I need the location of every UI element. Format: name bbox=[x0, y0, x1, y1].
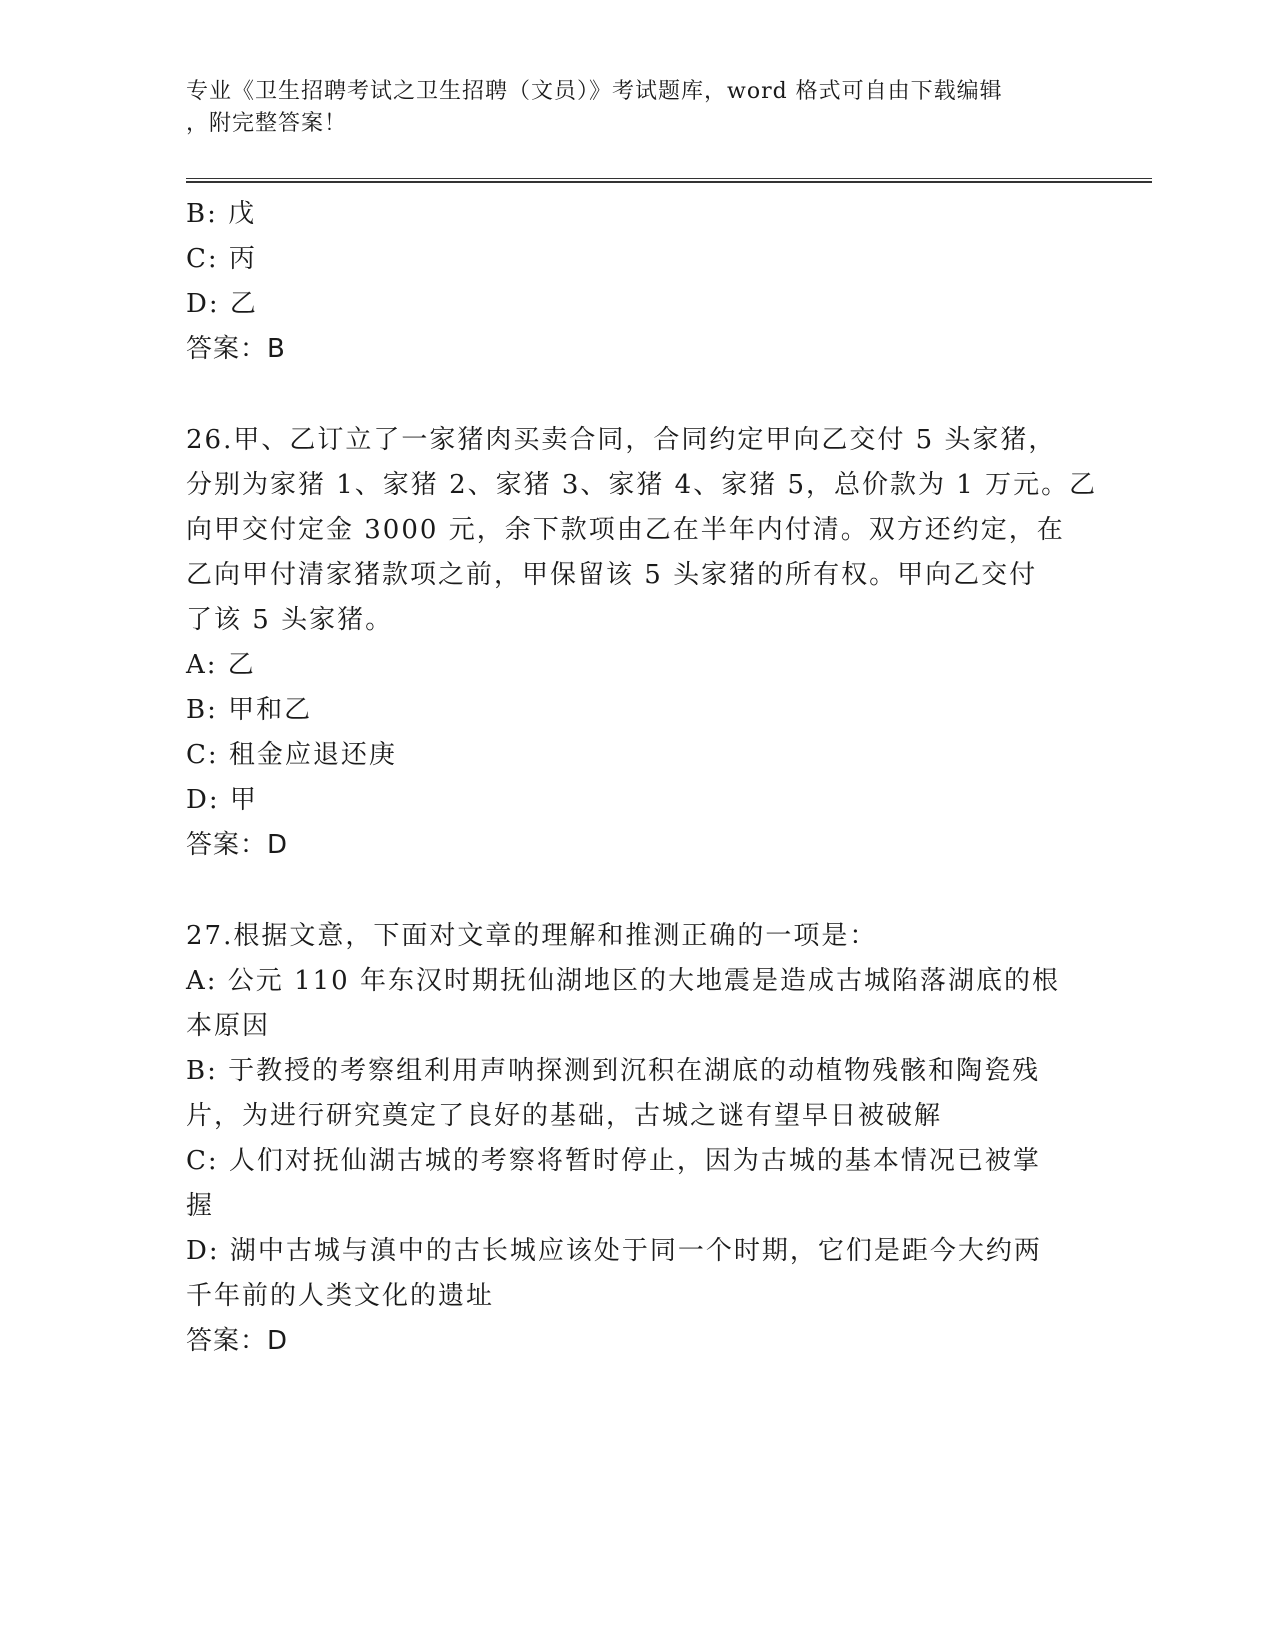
option-c: C: 丙 bbox=[186, 244, 257, 274]
option-b-line-1: B: 于教授的考察组利用声呐探测到沉积在湖底的动植物残骸和陶瓷残 bbox=[186, 1056, 1041, 1086]
option-d: D: 甲 bbox=[186, 785, 258, 815]
answer-label: 答案：D bbox=[186, 830, 289, 860]
header-line-1: 专业《卫生招聘考试之卫生招聘（文员）》考试题库，word 格式可自由下载编辑 bbox=[186, 79, 1003, 104]
answer-label: 答案：B bbox=[186, 334, 286, 364]
option-d-line-2: 千年前的人类文化的遗址 bbox=[186, 1281, 495, 1311]
spacer bbox=[186, 372, 1086, 418]
question-26-stem-line: 乙向甲付清家猪款项之前，甲保留该 5 头家猪的所有权。甲向乙交付 bbox=[186, 560, 1038, 590]
question-content bbox=[186, 192, 1098, 1364]
answer-label: 答案：D bbox=[186, 1326, 289, 1356]
prev-question-block bbox=[186, 192, 1086, 372]
question-26-block bbox=[186, 418, 1098, 868]
header-divider bbox=[186, 178, 1152, 183]
option-a-line-2: 本原因 bbox=[186, 1011, 271, 1041]
question-27-block bbox=[186, 914, 1086, 1364]
header-line-2: ，附完整答案！ bbox=[186, 111, 348, 136]
question-27-stem: 27.根据文意，下面对文章的理解和推测正确的一项是： bbox=[186, 921, 878, 951]
option-c-line-2: 握 bbox=[186, 1191, 215, 1221]
option-b: B: 甲和乙 bbox=[186, 695, 313, 725]
option-a: A: 乙 bbox=[186, 650, 256, 680]
option-d: D: 乙 bbox=[186, 289, 258, 319]
question-26-stem-line: 了该 5 头家猪。 bbox=[186, 605, 394, 635]
question-26-stem-line: 分别为家猪 1、家猪 2、家猪 3、家猪 4、家猪 5，总价款为 1 万元。乙 bbox=[186, 470, 1098, 500]
option-b: B: 戊 bbox=[186, 199, 257, 229]
option-b-line-2: 片，为进行研究奠定了良好的基础，古城之谜有望早日被破解 bbox=[186, 1101, 943, 1131]
option-a-line-1: A: 公元 110 年东汉时期抚仙湖地区的大地震是造成古城陷落湖底的根 bbox=[186, 966, 1060, 996]
option-c-line-1: C: 人们对抚仙湖古城的考察将暂时停止，因为古城的基本情况已被掌 bbox=[186, 1146, 1041, 1176]
option-c: C: 租金应退还庚 bbox=[186, 740, 397, 770]
option-d-line-1: D: 湖中古城与滇中的古长城应该处于同一个时期，它们是距今大约两 bbox=[186, 1236, 1042, 1266]
question-26-stem-line: 向甲交付定金 3000 元，余下款项由乙在半年内付清。双方还约定，在 bbox=[186, 515, 1065, 545]
spacer bbox=[186, 868, 1086, 914]
question-26-stem-line: 26.甲、乙订立了一家猪肉买卖合同，合同约定甲向乙交付 5 头家猪， bbox=[186, 425, 1057, 455]
page-header bbox=[186, 76, 1066, 140]
